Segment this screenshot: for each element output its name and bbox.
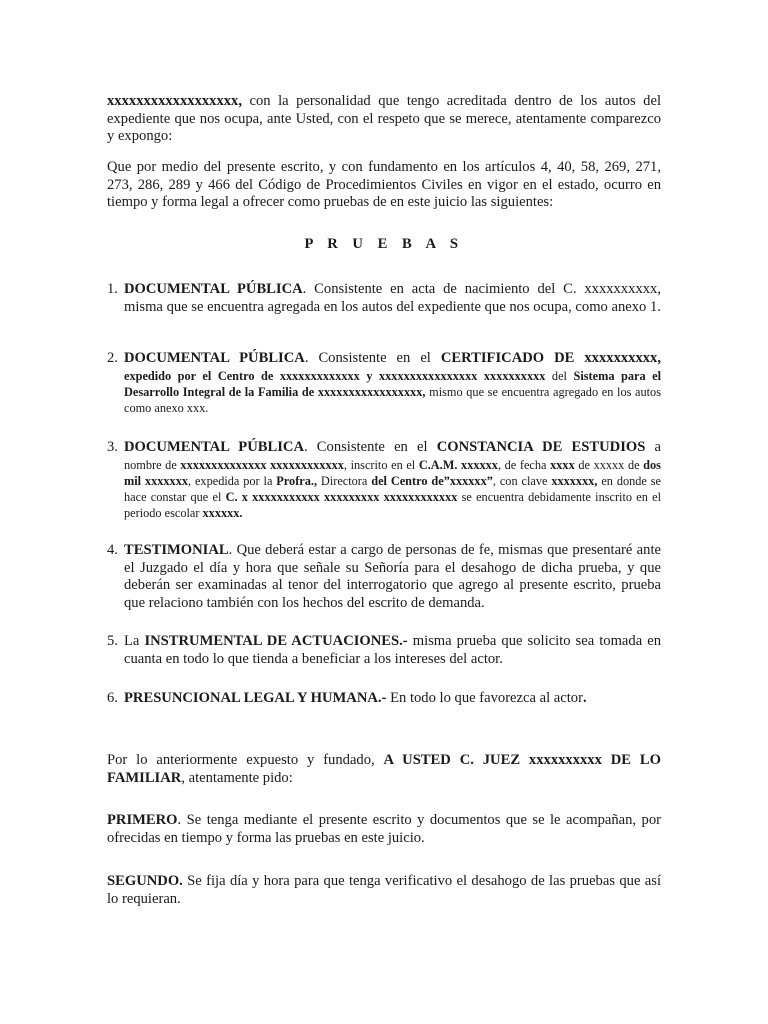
text-run: , inscrito en el [343,457,419,472]
bold-text-run: DOCUMENTAL PÚBLICA [124,281,303,297]
text-run: . Se tenga mediante el presente escrito y documentos que se le acompañan, por ofrecidas en tiempo y forma las pruebas en este juicio. [107,812,661,846]
text-run: , expedida por la [188,473,277,488]
bold-text-run: C. x xxxxxxxxxxx xxxxxxxxx xxxxxxxxxxxx [225,489,458,504]
evidence-item-2 [107,350,661,416]
bold-text-run: A USTED C. JUEZ xxxxxxxxxx DE LO FAMILIAR [107,752,661,786]
text-run: del [545,368,574,383]
bold-text-run: xxxxxxxxxxxxxx xxxxxxxxxxxx [180,457,344,472]
item-lead-text [124,439,661,457]
foundation-paragraph [107,159,661,212]
text-run: En todo lo que favorezca al actor [386,690,583,706]
text-run: , atentamente pido: [181,769,293,786]
evidence-item-1 [107,281,661,316]
text-run: de xxxxx de [574,457,644,472]
bold-text-run: Profra., [276,473,318,488]
bold-text-run: PRESUNCIONAL LEGAL Y HUMANA.- [124,690,387,706]
text-run: en donde se hace constar que el [124,473,662,504]
bold-text-run: CERTIFICADO DE xxxxxxxxxx, [440,350,661,366]
item-number: 3. [107,439,118,455]
bold-text-run: xxxxxx. [202,505,243,520]
text-run: , con clave [492,473,552,488]
bold-text-run: . [582,690,587,706]
item-text [124,690,661,708]
bold-text-run: expedido por el Centro de xxxxxxxxxxxxx y xxxxxxxxxxxxxxxx xxxxxxxxxx [124,368,546,383]
text-run: . Consistente en acta de nacimiento del C. xxxxxxxxxx, misma que se encuentra agregada en los autos del expediente que nos ocupa, como anexo 1. [124,281,661,315]
bold-text-run: xxxxxxxxxxxxxxxxxx, [107,93,242,109]
item-text [124,368,661,416]
text-run: . Que deberá estar a cargo de personas de fe, mismas que presentaré ante el Juzgado el día y hora que señale su Señoría para el desahogo de dicha prueba, y que deberán ser examinadas al tenor del interrogatorio que agrego al presente escrito, prueba que relaciono también con los hechos del escrito de demanda. [124,542,661,611]
bold-text-run: SEGUNDO. [107,873,183,889]
text-run: . Consistente en el [304,350,441,366]
item-text [124,633,661,668]
item-number: 1. [107,281,118,297]
text-run: La [124,633,145,649]
text-run: a [645,439,661,455]
bold-text-run: Sistema para el Desarrollo Integral de la Familia de xxxxxxxxxxxxxxxxx, [124,368,662,399]
bold-text-run: del Centro de”xxxxxx” [371,473,493,488]
item-number: 5. [107,633,118,649]
item-text [124,281,661,316]
text-run: misma prueba que solicito sea tomada en cuanta en todo lo que tienda a beneficiar a los intereses del actor. [124,633,662,667]
text-run: nombre de [124,457,181,472]
bold-text-run: C.A.M. xxxxxx [418,457,498,472]
evidence-item-4 [107,542,661,612]
bold-text-run: xxxxxxx, [551,473,598,488]
text-run: Que por medio del presente escrito, y con fundamento en los artículos 4, 40, 58, 269, 271, 273, 286, 289 y 466 del Código de Procedimientos Civiles en vigor en el estado, ocurro en tiempo y forma legal a ofrecer como pruebas de en este juicio las siguientes: [107,159,661,211]
bold-text-run: xxxx [550,457,575,472]
item-text [124,457,661,521]
text-run: Se fija día y hora para que tenga verificativo el desahogo de las pruebas que así lo requieran. [107,873,661,907]
closing-paragraph [107,752,661,787]
item-number: 2. [107,350,118,366]
evidence-item-3 [107,439,661,521]
bold-text-run: DOCUMENTAL PÚBLICA [124,350,305,366]
bold-text-run: dos mil xxxxxxx [124,457,661,488]
item-number: 6. [107,690,118,706]
text-run: se encuentra debidamente inscrito en el periodo escolar [124,489,661,520]
pruebas-heading: P R U E B A S [304,236,464,252]
text-run: con la personalidad que tengo acreditada dentro de los autos del expediente que nos ocupa, ante Usted, con el respeto que se merece, atentamente comparezco y expongo: [107,93,661,145]
item-lead-text [124,350,661,368]
text-run: , de fecha [497,457,551,472]
text-run: Directora [317,473,372,488]
segundo-paragraph [107,873,661,908]
bold-text-run: TESTIMONIAL [124,542,229,558]
evidence-item-5 [107,633,661,668]
item-number: 4. [107,542,118,558]
text-run: mismo que se encuentra agregado en los autos como anexo xxx. [124,384,661,415]
text-run: . Consistente en el [303,439,437,455]
primero-paragraph [107,812,661,847]
bold-text-run: DOCUMENTAL PÚBLICA [124,439,304,455]
item-text [124,542,661,612]
text-run: Por lo anteriormente expuesto y fundado, [107,752,384,768]
evidence-item-6 [107,690,661,708]
bold-text-run: CONSTANCIA DE ESTUDIOS [436,439,646,455]
bold-text-run: INSTRUMENTAL DE ACTUACIONES.- [144,633,408,649]
bold-text-run: PRIMERO [107,812,178,828]
intro-paragraph [107,93,661,146]
